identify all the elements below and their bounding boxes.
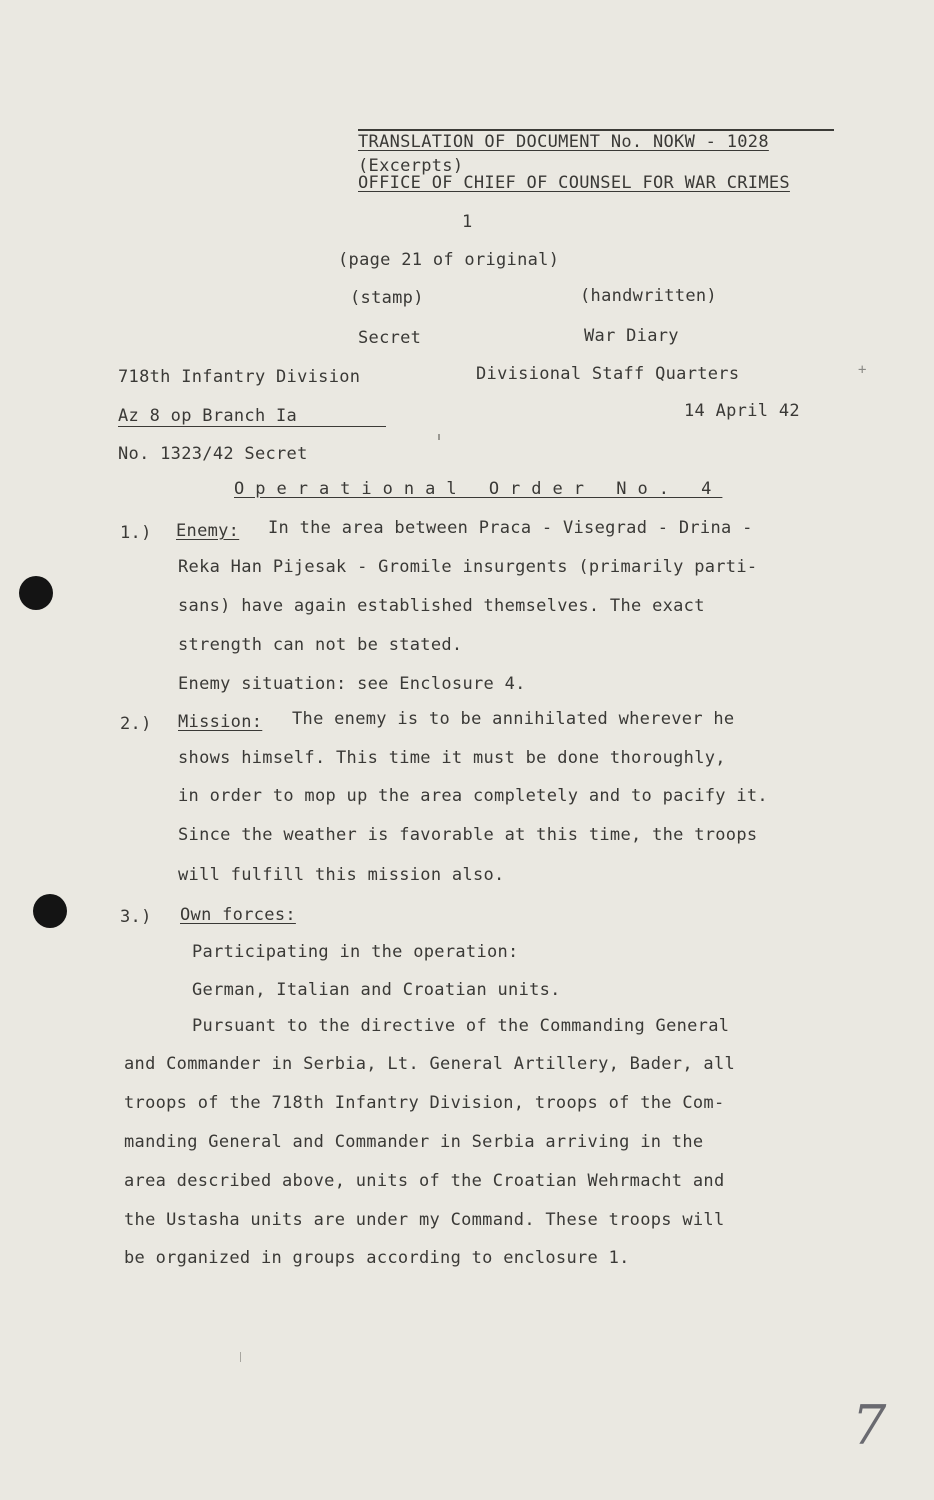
section-2-line: shows himself. This time it must be done thoroughly, <box>178 748 726 768</box>
section-3-line: and Commander in Serbia, Lt. General Artillery, Bader, all <box>124 1054 736 1074</box>
paper-speck <box>438 434 440 440</box>
header-excerpts-line: (Excerpts) <box>358 156 464 176</box>
section-1-line: In the area between Praca - Visegrad - Drina - <box>268 518 753 538</box>
section-1-line: sans) have again established themselves. The exact <box>178 596 705 616</box>
section-3-number: 3.) <box>120 907 152 927</box>
section-3-line: area described above, units of the Croatian Wehrmacht and <box>124 1171 725 1191</box>
paper-speck <box>240 1352 241 1362</box>
punch-hole-top <box>19 576 53 610</box>
location: Divisional Staff Quarters <box>476 364 740 384</box>
section-3-line: Participating in the operation: <box>192 942 519 962</box>
section-2-line: Since the weather is favorable at this time, the troops <box>178 825 758 845</box>
stamp-text: Secret <box>358 328 422 348</box>
section-2-line: will fulfill this mission also. <box>178 865 505 885</box>
page-number: 1 <box>462 212 473 232</box>
section-2-line: in order to mop up the area completely and to pacify it. <box>178 786 768 806</box>
margin-mark: + <box>858 362 867 378</box>
section-3-heading: Own forces: <box>180 905 296 925</box>
section-3-line: German, Italian and Croatian units. <box>192 980 561 1000</box>
header-translation-line: TRANSLATION OF DOCUMENT No. NOKW - 1028 <box>358 132 769 152</box>
section-3-line: be organized in groups according to enclosure 1. <box>124 1248 630 1268</box>
header-office-line: OFFICE OF CHIEF OF COUNSEL FOR WAR CRIMES <box>358 173 790 193</box>
branch: Az 8 op Branch Ia <box>118 406 298 426</box>
section-3-line: manding General and Commander in Serbia arriving in the <box>124 1132 704 1152</box>
section-3-line: troops of the 718th Infantry Division, troops of the Com- <box>124 1093 725 1113</box>
punch-hole-bottom <box>33 894 67 928</box>
section-3-line: Pursuant to the directive of the Commanding General <box>192 1016 730 1036</box>
section-3-line: the Ustasha units are under my Command. These troops will <box>124 1210 725 1230</box>
handwritten-label: (handwritten) <box>580 286 717 306</box>
order-date: 14 April 42 <box>684 401 800 421</box>
handwritten-page-mark: 7 <box>852 1394 887 1457</box>
reference-number: No. 1323/42 Secret <box>118 444 308 464</box>
section-1-number: 1.) <box>120 523 152 543</box>
section-2-number: 2.) <box>120 714 152 734</box>
header-top-rule <box>358 129 834 131</box>
section-2-line: The enemy is to be annihilated wherever he <box>292 709 735 729</box>
page-of-original: (page 21 of original) <box>338 250 560 270</box>
handwritten-text: War Diary <box>584 326 679 346</box>
order-title: Operational Order No. 4 <box>234 479 723 499</box>
stamp-label: (stamp) <box>350 288 424 308</box>
section-2-heading: Mission: <box>178 712 263 732</box>
branch-underline <box>118 426 386 427</box>
section-1-line: Reka Han Pijesak - Gromile insurgents (primarily parti- <box>178 557 758 577</box>
section-1-line: Enemy situation: see Enclosure 4. <box>178 674 526 694</box>
unit-name: 718th Infantry Division <box>118 367 361 387</box>
section-1-heading: Enemy: <box>176 521 240 541</box>
section-1-line: strength can not be stated. <box>178 635 463 655</box>
